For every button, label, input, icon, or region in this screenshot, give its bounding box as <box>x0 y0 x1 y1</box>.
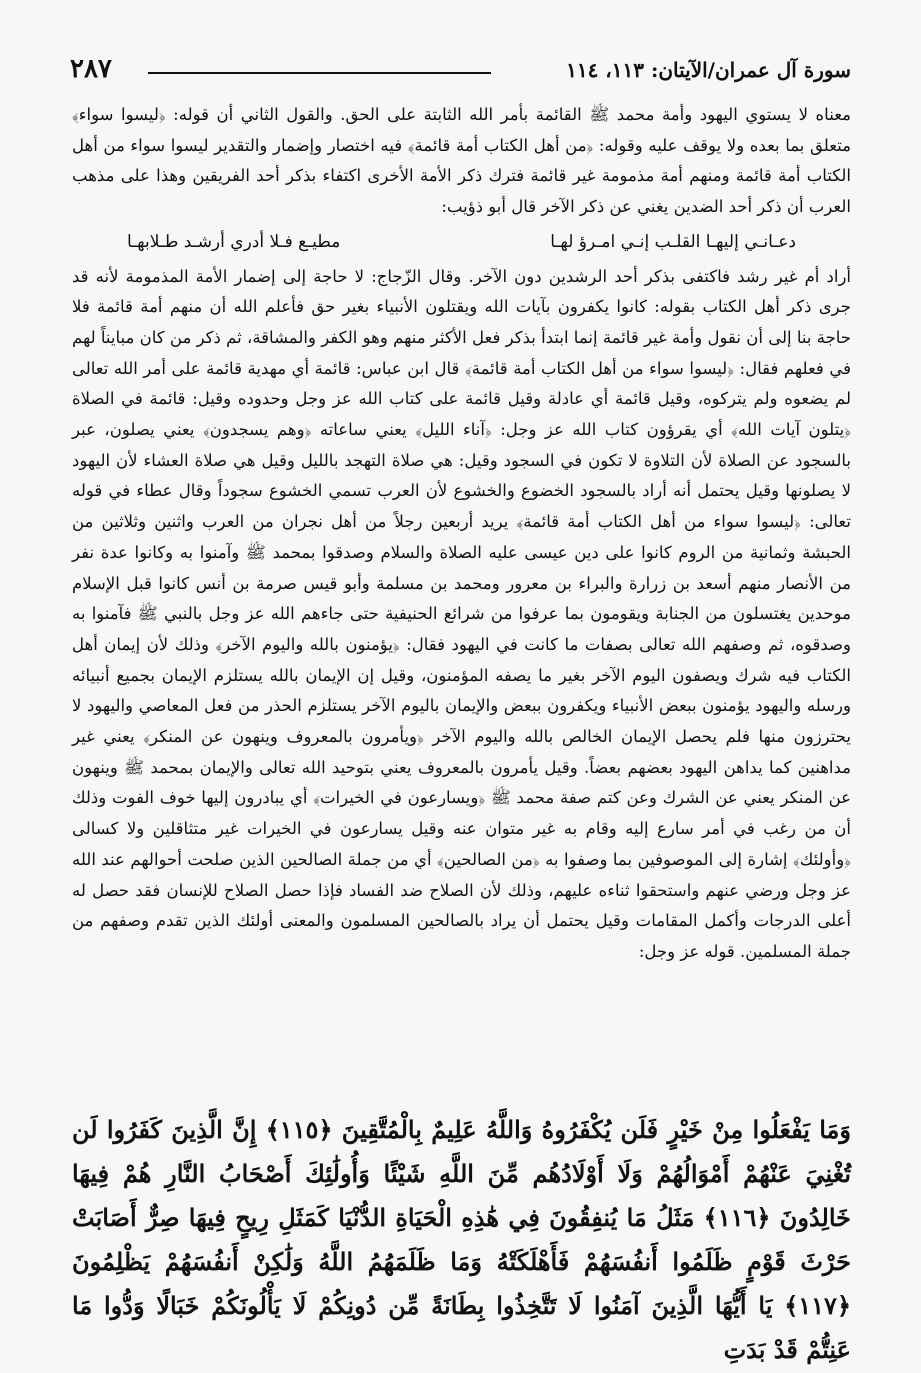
verse-hemistich-right: دعـانـي إليهـا القلـب إنـي امـرؤ لهـا <box>550 231 796 252</box>
page-header <box>70 52 851 86</box>
paragraph: معناه لا يستوي اليهود وأمة محمد ﷺ القائمة بأمر الله الثابتة على الحق. والقول الثاني أن قوله: ﴿ليسوا سواء﴾ متعلق بما بعده ولا يوقف عليه وقوله: ﴿من أهل الكتاب أمة قائمة﴾ فيه اختصار وإضمار والتقدير ليسوا سواء من أهل الكتاب أمة قائمة ومنهم أمة مذمومة غير قائمة فترك ذكر الأمة الأخرى اكتفاء بذكر أحد الفريقين وهذا على مذهب العرب أن ذكر أحد الضدين يغني عن ذكر الآخر قال أبو ذؤيب: <box>72 105 851 217</box>
verse-hemistich-left: مطيـع فـلا أدري أرشـد طـلابهـا <box>127 231 341 252</box>
page-number: ٢٨٧ <box>70 54 112 84</box>
paragraph: أراد أم غير رشد فاكتفى بذكر أحد الرشدين دون الآخر. وقال الزّجاج: لا حاجة إلى إضمار الأمة المذمومة لأنه قد جرى ذكر أهل الكتاب بقوله: كانوا يكفرون بآيات الله ويقتلون الأنبياء بغير حق فأعلم الله أن منهم أمة قائمة فلا حاجة بنا إلى أن نقول وأمة غير قائمة إنما ابتدأ بذكر فعل الأكثر منهم وهو الكفر والمشاقة، ثم ذكر من كان مبايناً لهم في فعلهم فقال: ﴿ليسوا سواء من أهل الكتاب أمة قائمة﴾ قال ابن عباس: قائمة أي مهدية قائمة على أمر الله تعالى لم يضعوه ولم يتركوه، وقيل قائمة أي عادلة وقيل قائمة على كتاب الله عز وجل وحدوده وقيل: قائمة في الصلاة ﴿يتلون آيات الله﴾ أي يقرؤون كتاب الله عز وجل: ﴿آناء الليل﴾ يعني ساعاته ﴿وهم يسجدون﴾ يعني يصلون، عبر بالسجود عن الصلاة لأن التلاوة لا تكون في السجود وقيل: هي صلاة التهجد بالليل وقيل هي صلاة العشاء لأن اليهود لا يصلونها وقيل يحتمل أنه أراد بالسجود الخضوع والخشوع لأن العرب تسمي الخشوع سجوداً وقال عطاء في قوله تعالى: ﴿ليسوا سواء من أهل الكتاب أمة قائمة﴾ يريد أربعين رجلاً من أهل نجران من العرب واثنين وثلاثين من الحبشة وثمانية من الروم كانوا على دين عيسى عليه الصلاة والسلام وصدقوا بمحمد ﷺ وآمنوا به وكانوا عدة نفر من الأنصار منهم أسعد بن زرارة والبراء بن معرور ومحمد بن مسلمة وأبو قيس صرمة بن أنس كانوا قبل الإسلام موحدين يغتسلون من الجنابة ويقومون بما عرفوا من شرائع الحنيفية حتى جاءهم الله عز وجل بالنبي ﷺ فآمنوا به وصدقوه، ثم وصفهم الله تعالى بصفات ما كانت في اليهود فقال: ﴿يؤمنون بالله واليوم الآخر﴾ وذلك لأن إيمان أهل الكتاب فيه شرك ويصفون اليوم الآخر بغير ما يصفه المؤمنون، وقيل إن الإيمان بالله يستلزم الإيمان بجميع أنبيائه ورسله واليهود يؤمنون ببعض الأنبياء ويكفرون ببعض والإيمان باليوم الآخر يستلزم الحذر من فعل المعاصي واليهود لا يحترزون منها فلم يحصل الإيمان الخالص بالله واليوم الآخر ﴿ويأمرون بالمعروف وينهون عن المنكر﴾ يعني غير مداهنين كما يداهن اليهود بعضهم بعضاً. وقيل يأمرون بالمعروف يعني بتوحيد الله تعالى والإيمان بمحمد ﷺ وينهون عن المنكر يعني عن الشرك وعن كتم صفة محمد ﷺ ﴿ويسارعون في الخيرات﴾ أي يبادرون إليها خوف الفوت وذلك أن من رغب في أمر سارع إليه وقام به غير متوان عنه وقيل يسارعون في الخيرات غير متثاقلين ولا كسالى ﴿وأولئك﴾ إشارة إلى الموصوفين بما وصفوا به ﴿من الصالحين﴾ أي من جملة الصالحين الذين صلحت أحوالهم عند الله عز وجل ورضي عنهم واستحقوا ثناءه عليهم، وذلك لأن الصلاح ضد الفساد فإذا حصل الصلاح للإنسان فقد حصل له أعلى الدرجات وأكمل المقامات وقيل يحتمل أن يراد بالصالحين المسلمون والمعنى أولئك الذين تقدم وصفهم من جملة المسلمين. قوله عز وجل: <box>72 266 851 961</box>
header-rule <box>148 72 491 74</box>
quran-verses: وَمَا يَفْعَلُوا مِنْ خَيْرٍ فَلَن يُكْفَرُوهُ وَاللَّهُ عَلِيمٌ بِالْمُتَّقِينَ ﴿١١٥﴾ إِنَّ الَّذِينَ كَفَرُوا لَن تُغْنِيَ عَنْهُمْ أَمْوَالُهُمْ وَلَا أَوْلَادُهُم مِّنَ اللَّهِ شَيْئًا وَأُولَٰئِكَ أَصْحَابُ النَّارِ هُمْ فِيهَا خَالِدُونَ ﴿١١٦﴾ مَثَلُ مَا يُنفِقُونَ فِي هَٰذِهِ الْحَيَاةِ الدُّنْيَا كَمَثَلِ رِيحٍ فِيهَا صِرٌّ أَصَابَتْ حَرْثَ قَوْمٍ ظَلَمُوا أَنفُسَهُمْ فَأَهْلَكَتْهُ وَمَا ظَلَمَهُمُ اللَّهُ وَلَٰكِنْ أَنفُسَهُمْ يَظْلِمُونَ ﴿١١٧﴾ يَا أَيُّهَا الَّذِينَ آمَنُوا لَا تَتَّخِذُوا بِطَانَةً مِّن دُونِكُمْ لَا يَأْلُونَكُمْ خَبَالًا وَدُّوا مَا عَنِتُّمْ قَدْ بَدَتِ <box>72 1115 851 1364</box>
poetry-verse <box>72 227 851 258</box>
commentary-text <box>72 100 851 968</box>
running-title: سورة آل عمران/الآيتان: ١١٣، ١١٤ <box>566 58 851 82</box>
